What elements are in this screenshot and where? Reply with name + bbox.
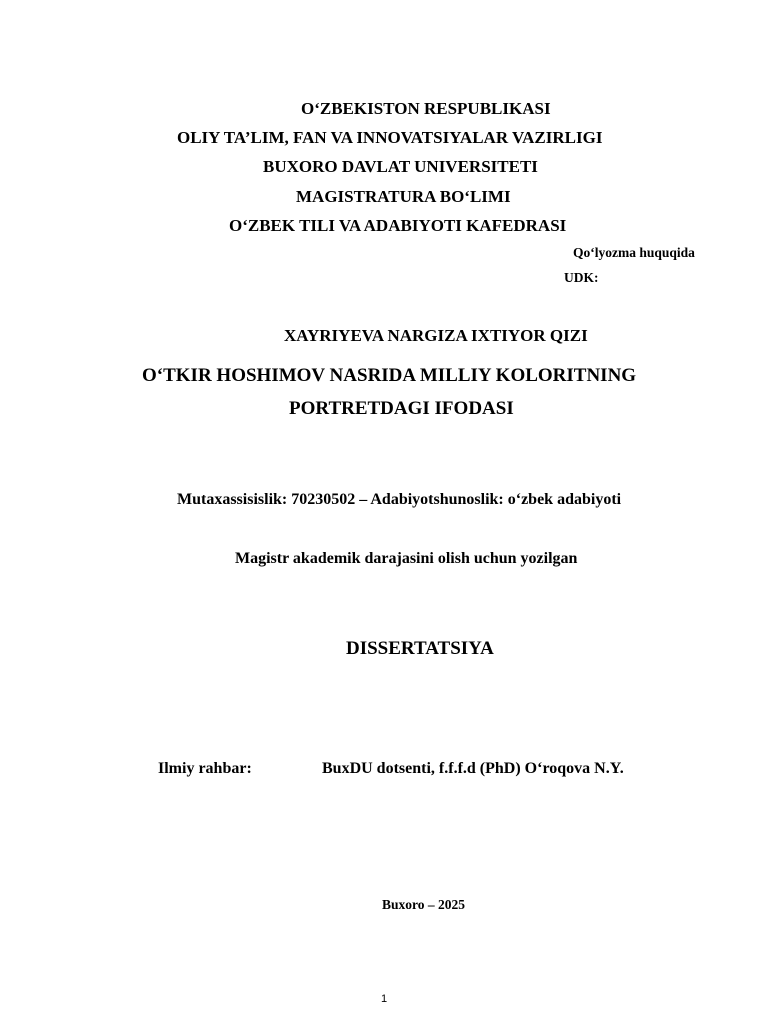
page-number: 1 bbox=[380, 993, 388, 1005]
place-year: Buxoro – 2025 bbox=[382, 897, 466, 912]
supervisor-label: Ilmiy rahbar: bbox=[158, 760, 252, 777]
document-type: DISSERTATSIYA bbox=[346, 638, 494, 659]
header-chair: O‘ZBEK TILI VA ADABIYOTI KAFEDRASI bbox=[229, 216, 567, 235]
thesis-title-line-1: O‘TKIR HOSHIMOV NASRIDA MILLIY KOLORITNING bbox=[142, 365, 637, 386]
author-name: XAYRIYEVA NARGIZA IXTIYOR QIZI bbox=[284, 326, 588, 345]
header-republic: O‘ZBEKISTON RESPUBLIKASI bbox=[301, 99, 551, 118]
header-department: MAGISTRATURA BO‘LIMI bbox=[296, 187, 511, 206]
header-university: BUXORO DAVLAT UNIVERSITETI bbox=[263, 157, 538, 176]
udk-label: UDK: bbox=[564, 270, 599, 285]
specialty-line: Mutaxassisislik: 70230502 – Adabiyotshunoslik: o‘zbek adabiyoti bbox=[177, 491, 622, 508]
purpose-line: Magistr akademik darajasini olish uchun yozilgan bbox=[235, 550, 578, 567]
thesis-title-line-2: PORTRETDAGI IFODASI bbox=[289, 398, 514, 419]
supervisor-name: BuxDU dotsenti, f.f.f.d (PhD) O‘roqova N.Y. bbox=[322, 760, 624, 777]
header-ministry: OLIY TA’LIM, FAN VA INNOVATSIYALAR VAZIRLIGI bbox=[177, 128, 603, 147]
manuscript-note: Qo‘lyozma huquqida bbox=[573, 245, 695, 260]
